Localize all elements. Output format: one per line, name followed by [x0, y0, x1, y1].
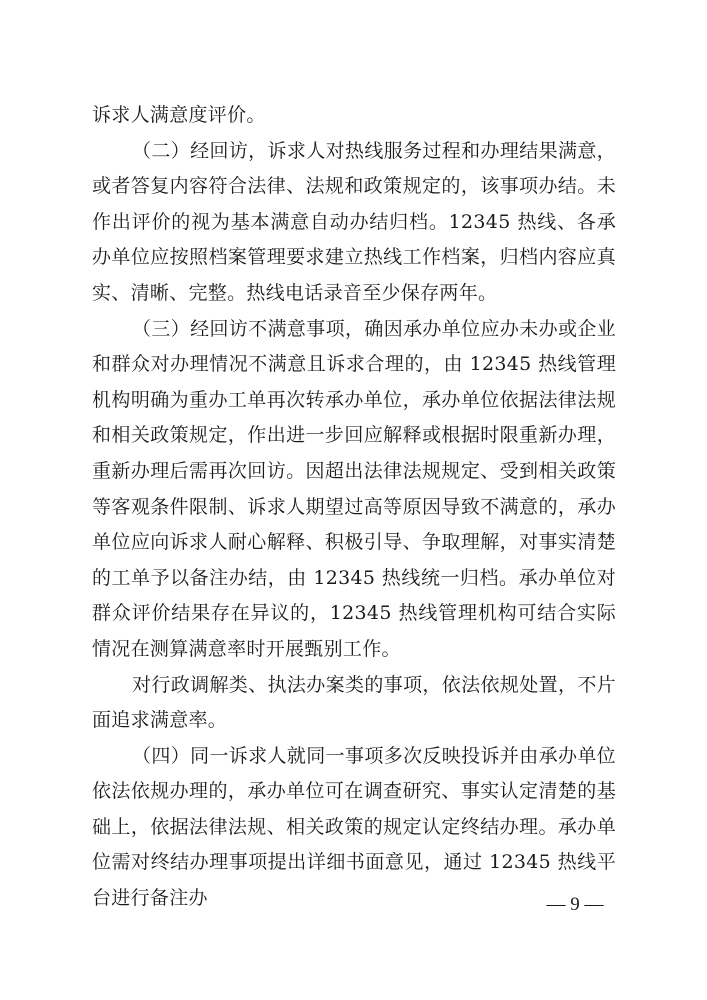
- paragraph-item-3: （三）经回访不满意事项，确因承办单位应办未办或企业和群众对办理情况不满意且诉求合理的，由 12345 热线管理机构明确为重办工单再次转承办单位，承办单位依据法律法规和相关政策规定，作出进一步回应解释或根据时限重新办理，重新办理后需再次回访。因超出法律法规规定、受到相关政策等客观条件限制、诉求人期望过高等原因导致不满意的，承办单位应向诉求人耐心解释、积极引导、争取理解，对事实清楚的工单予以备注办结，由 12345 热线统一归档。承办单位对群众评价结果存在异议的，12345 热线管理机构可结合实际情况在测算满意率时开展甄别工作。: [92, 317, 616, 660]
- page-number: — 9 —: [546, 894, 604, 915]
- paragraph-administrative-note: 对行政调解类、执法办案类的事项，依法依规处置，不片面追求满意率。: [92, 673, 616, 732]
- paragraph-continuation: 诉求人满意度评价。: [92, 104, 266, 126]
- paragraph-item-2: （二）经回访，诉求人对热线服务过程和办理结果满意，或者答复内容符合法律、法规和政策规定的，该事项办结。未作出评价的视为基本满意自动办结归档。12345 热线、各承办单位应按照档案管理要求建立热线工作档案，归档内容应真实、清晰、完整。热线电话录音至少保存两年。: [92, 139, 616, 304]
- document-body: [92, 98, 616, 917]
- paragraph-item-4: （四）同一诉求人就同一事项多次反映投诉并由承办单位依法依规办理的，承办单位可在调查研究、事实认定清楚的基础上，依据法律法规、相关政策的规定认定终结办理。承办单位需对终结办理事项提出详细书面意见，通过 12345 热线平台进行备注办: [92, 744, 616, 910]
